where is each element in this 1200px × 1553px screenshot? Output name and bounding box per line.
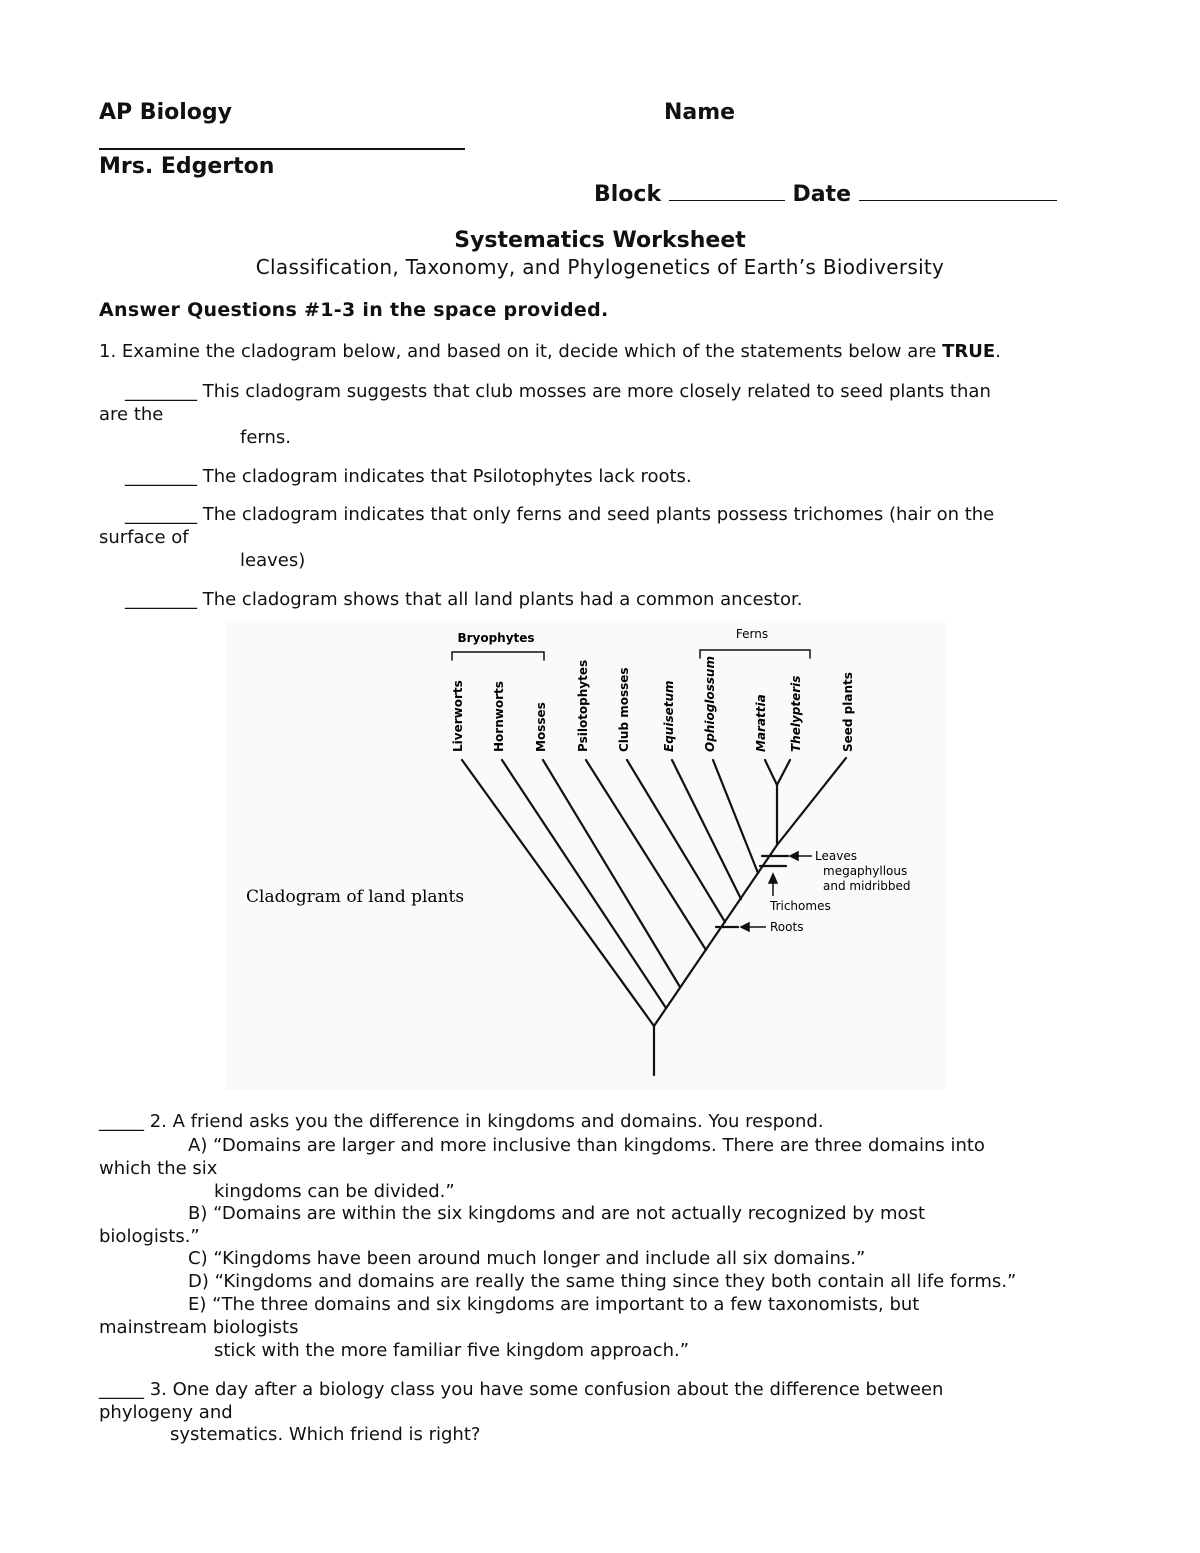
- q2-option-e-cont2: stick with the more familiar five kingdom approach.”: [214, 1340, 690, 1361]
- q2-option-d: D) “Kingdoms and domains are really the same thing since they both contain all life forms.”: [188, 1271, 1017, 1292]
- name-label: Name: [664, 100, 736, 125]
- cladogram-caption: Cladogram of land plants: [246, 887, 465, 907]
- trait-leaves-2: megaphyllous: [823, 864, 908, 878]
- q3-prompt-cont: phylogeny and: [99, 1402, 233, 1423]
- q1-statement-1-cont2: ferns.: [240, 427, 292, 448]
- answer-blank[interactable]: ________: [125, 504, 197, 525]
- trait-leaves: Leaves: [815, 849, 857, 863]
- teacher-name: Mrs. Edgerton: [99, 154, 275, 179]
- answer-blank[interactable]: ________: [125, 466, 197, 487]
- answer-blank[interactable]: ________: [125, 589, 197, 610]
- taxon-psilotophytes: Psilotophytes: [576, 659, 590, 752]
- q1-statement-3-cont: surface of: [99, 527, 189, 548]
- label-bryophytes: Bryophytes: [457, 631, 535, 645]
- q1-statement-2: ________ The cladogram indicates that Psilotophytes lack roots.: [125, 466, 692, 487]
- taxon-marattia: Marattia: [754, 694, 768, 752]
- block-label: Block: [594, 182, 662, 207]
- instructions: Answer Questions #1-3 in the space provided.: [99, 299, 609, 321]
- q2-option-e: E) “The three domains and six kingdoms are important to a few taxonomists, but: [188, 1294, 920, 1315]
- answer-blank[interactable]: ________: [125, 381, 197, 402]
- course-title: AP Biology: [99, 100, 232, 125]
- taxon-mosses: Mosses: [534, 702, 548, 752]
- taxon-equisetum: Equisetum: [662, 680, 676, 752]
- q2-option-a-cont: which the six: [99, 1158, 218, 1179]
- q2-option-a-cont2: kingdoms can be divided.”: [214, 1181, 455, 1202]
- taxon-hornworts: Hornworts: [492, 681, 506, 752]
- answer-blank[interactable]: _____: [99, 1111, 144, 1132]
- q2-option-b: B) “Domains are within the six kingdoms and are not actually recognized by most: [188, 1203, 925, 1224]
- q2-option-b-cont: biologists.”: [99, 1226, 200, 1247]
- answer-blank[interactable]: _____: [99, 1379, 144, 1400]
- trait-roots: Roots: [770, 920, 804, 934]
- q2-prompt: _____ 2. A friend asks you the difference in kingdoms and domains. You respond.: [99, 1111, 824, 1132]
- q3-prompt-cont2: systematics. Which friend is right?: [170, 1424, 481, 1445]
- q1-statement-3: ________ The cladogram indicates that only ferns and seed plants possess trichomes (hair on the: [125, 504, 995, 525]
- q1-statement-1-cont: are the: [99, 404, 164, 425]
- taxon-club-mosses: Club mosses: [617, 667, 631, 752]
- q1-statement-3-cont2: leaves): [240, 550, 306, 571]
- taxon-seed-plants: Seed plants: [841, 672, 855, 752]
- q1-statement-1: ________ This cladogram suggests that club mosses are more closely related to seed plants than: [125, 381, 991, 402]
- q1-prompt: 1. Examine the cladogram below, and based on it, decide which of the statements below are TRUE.: [99, 341, 1001, 362]
- taxon-liverworts: Liverworts: [451, 680, 465, 752]
- q2-option-c: C) “Kingdoms have been around much longer and include all six domains.”: [188, 1248, 866, 1269]
- taxon-thelypteris: Thelypteris: [789, 675, 803, 752]
- label-ferns: Ferns: [735, 627, 769, 641]
- worksheet-title: Systematics Worksheet: [454, 228, 746, 253]
- q2-option-e-cont: mainstream biologists: [99, 1317, 299, 1338]
- trait-leaves-3: and midribbed: [823, 879, 911, 893]
- q2-option-a: A) “Domains are larger and more inclusive than kingdoms. There are three domains into: [188, 1135, 985, 1156]
- q1-statement-4: ________ The cladogram shows that all land plants had a common ancestor.: [125, 589, 803, 610]
- q3-prompt: _____ 3. One day after a biology class you have some confusion about the difference between: [99, 1379, 944, 1400]
- worksheet-subtitle: Classification, Taxonomy, and Phylogenetics of Earth’s Biodiversity: [255, 255, 945, 279]
- date-label: Date: [792, 182, 851, 207]
- trait-trichomes: Trichomes: [770, 899, 831, 913]
- taxon-ophioglossum: Ophioglossum: [703, 656, 717, 752]
